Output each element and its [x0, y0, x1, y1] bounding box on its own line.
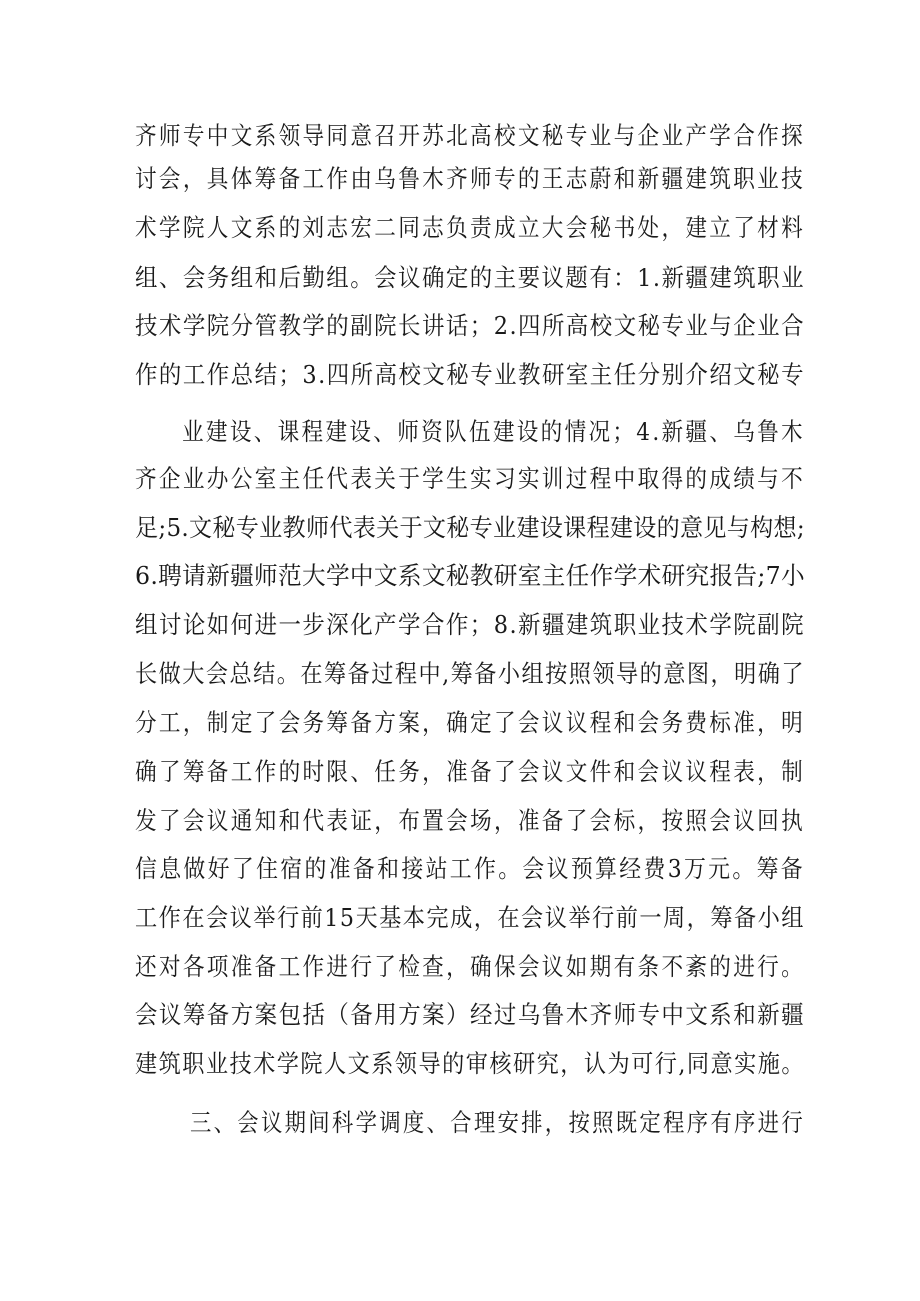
- paragraph2-line-8: 确了筹备工作的时限、任务，准备了会议文件和会议议程表，制: [135, 757, 806, 786]
- paragraph1-line-3: 术学院人文系的刘志宏二同志负责成立大会秘书处，建立了材料: [135, 213, 806, 242]
- paragraph2-line-1: 业建设、课程建设、师资队伍建设的情况；4.新疆、乌鲁木: [182, 417, 805, 446]
- paragraph2-line-3: 足;5.文秘专业教师代表关于文秘专业建设课程建设的意见与构想;: [135, 513, 805, 542]
- paragraph2-line-4: 6.聘请新疆师范大学中文系文秘教研室主任作学术研究报告;7小: [135, 561, 805, 590]
- paragraph2-line-9: 发了会议通知和代表证，布置会场，准备了会标，按照会议回执: [135, 806, 806, 835]
- paragraph2-line-14: 建筑职业技术学院人文系领导的审核研究，认为可行,同意实施。: [135, 1049, 806, 1078]
- paragraph1-line-2: 讨会，具体筹备工作由乌鲁木齐师专的王志蔚和新疆建筑职业技: [135, 164, 806, 193]
- paragraph1-line-1: 齐师专中文系领导同意召开苏北高校文秘专业与企业产学合作探: [135, 121, 806, 150]
- paragraph2-line-12: 还对各项准备工作进行了检查，确保会议如期有条不紊的进行。: [135, 952, 806, 981]
- paragraph2-line-13: 会议筹备方案包括（备用方案）经过乌鲁木齐师专中文系和新疆: [135, 1000, 805, 1029]
- paragraph1-line-6: 作的工作总结；3.四所高校文秘专业教研室主任分别介绍文秘专: [135, 360, 805, 389]
- paragraph1-line-5: 技术学院分管教学的副院长讲话；2.四所高校文秘专业与企业合: [135, 311, 805, 340]
- paragraph2-line-11: 工作在会议举行前15天基本完成，在会议举行前一周，筹备小组: [135, 903, 805, 932]
- section-heading: 三、会议期间科学调度、合理安排，按照既定程序有序进行: [190, 1108, 805, 1137]
- paragraph2-line-5: 组讨论如何进一步深化产学合作；8.新疆建筑职业技术学院副院: [135, 610, 805, 639]
- paragraph2-line-6: 长做大会总结。在筹备过程中,筹备小组按照领导的意图，明确了: [135, 659, 806, 688]
- paragraph2-line-2: 齐企业办公室主任代表关于学生实习实训过程中取得的成绩与不: [135, 464, 806, 493]
- paragraph2-line-7: 分工，制定了会务筹备方案，确定了会议议程和会务费标准，明: [135, 708, 806, 737]
- paragraph1-line-4: 组、会务组和后勤组。会议确定的主要议题有：1.新疆建筑职业: [135, 263, 805, 292]
- paragraph2-line-10: 信息做好了住宿的准备和接站工作。会议预算经费3万元。筹备: [135, 854, 806, 883]
